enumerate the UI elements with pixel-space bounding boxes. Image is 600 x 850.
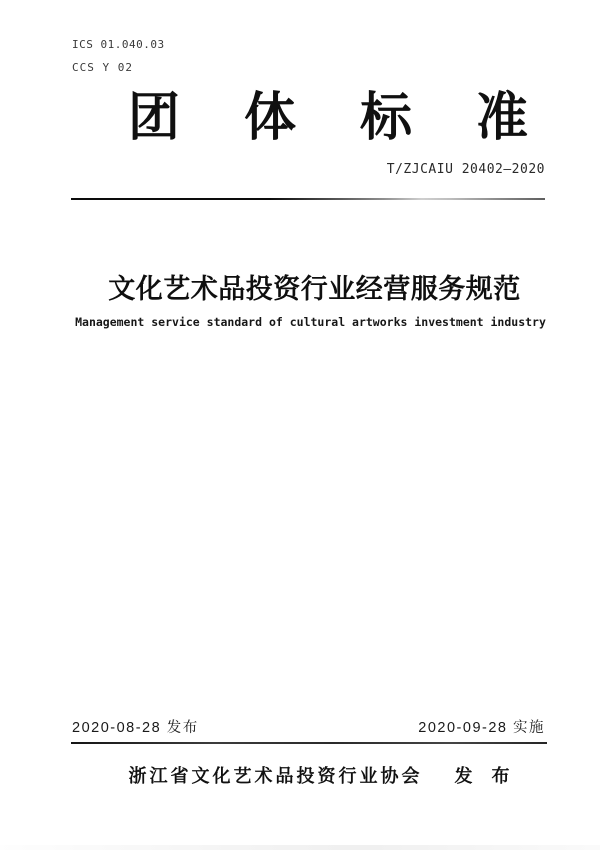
main-title-english: Management service standard of cultural artworks investment industry <box>75 315 546 329</box>
ics-code: ICS 01.040.03 <box>72 38 165 51</box>
main-title-chinese: 文化艺术品投资行业经营服务规范 <box>108 274 521 304</box>
issuer-row <box>84 766 557 788</box>
implement-date: 2020-09-28 实施 <box>418 720 545 736</box>
issue-date: 2020-08-28 发布 <box>72 720 199 736</box>
page-content <box>72 0 593 850</box>
header-divider-line <box>71 198 545 200</box>
document-type-title: 团体标准 <box>128 89 593 147</box>
date-row <box>72 716 545 737</box>
ccs-code: CCS Y 02 <box>72 61 133 74</box>
publish-label: 发 布 <box>454 766 513 786</box>
scan-edge-artifact <box>0 845 600 850</box>
standard-number: T/ZJCAIU 20402—2020 <box>386 162 545 177</box>
issuer-name: 浙江省文化艺术品投资行业协会 <box>128 766 423 786</box>
footer-divider-line <box>71 742 547 744</box>
